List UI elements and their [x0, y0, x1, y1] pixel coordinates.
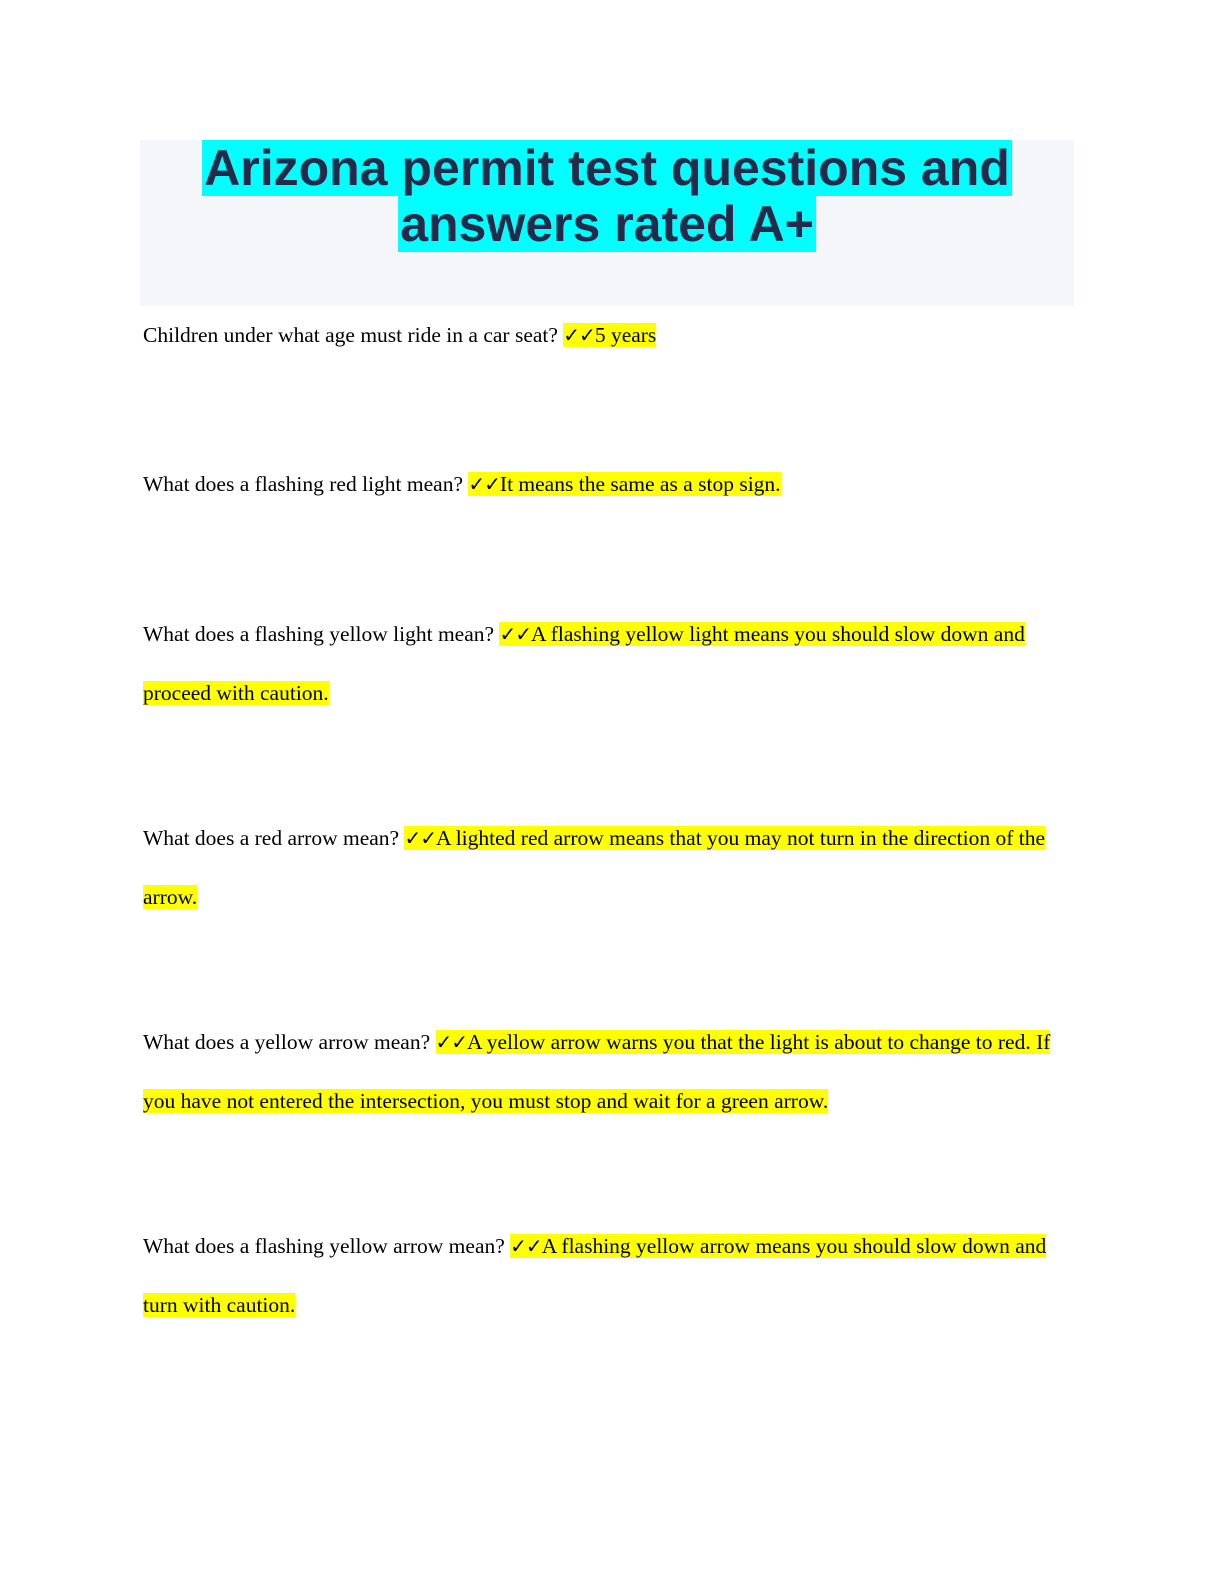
qa-item	[143, 809, 1083, 927]
answer-text: A lighted red arrow means that you may not turn in the direction of the arrow.	[143, 826, 1045, 909]
answer-text: It means the same as a stop sign.	[499, 472, 781, 496]
double-check-icon: ✓✓	[404, 826, 436, 850]
title-line-2: answers rated A+	[400, 196, 814, 252]
document-title	[140, 140, 1074, 252]
question-text: What does a yellow arrow mean?	[143, 1030, 436, 1054]
answer-highlight	[468, 472, 780, 496]
qa-item	[143, 1013, 1083, 1131]
double-check-icon: ✓✓	[510, 1234, 542, 1258]
question-text: What does a red arrow mean?	[143, 826, 405, 850]
question-text: What does a flashing yellow light mean?	[143, 622, 500, 646]
double-check-icon: ✓✓	[468, 472, 500, 496]
qa-item	[143, 605, 1083, 723]
answer-text: 5 years	[594, 323, 657, 347]
double-check-icon: ✓✓	[563, 323, 595, 347]
title-line-1: Arizona permit test questions and	[204, 140, 1010, 196]
qa-item	[143, 306, 1083, 365]
question-text: What does a flashing yellow arrow mean?	[143, 1234, 511, 1258]
answer-text: A yellow arrow warns you that the light is about to change to red. If you have not entered the intersection, you must stop and wait for a green arrow.	[143, 1030, 1051, 1113]
question-text: What does a flashing red light mean?	[143, 472, 469, 496]
answer-text: A flashing yellow arrow means you should slow down and turn with caution.	[143, 1234, 1047, 1317]
title-banner	[140, 140, 1074, 306]
qa-item	[143, 1217, 1083, 1335]
answer-highlight	[563, 323, 656, 347]
answer-text: A flashing yellow light means you should slow down and proceed with caution.	[143, 622, 1025, 705]
question-text: Children under what age must ride in a car seat?	[143, 323, 564, 347]
double-check-icon: ✓✓	[499, 622, 531, 646]
qa-item	[143, 455, 1083, 514]
double-check-icon: ✓✓	[435, 1030, 468, 1054]
